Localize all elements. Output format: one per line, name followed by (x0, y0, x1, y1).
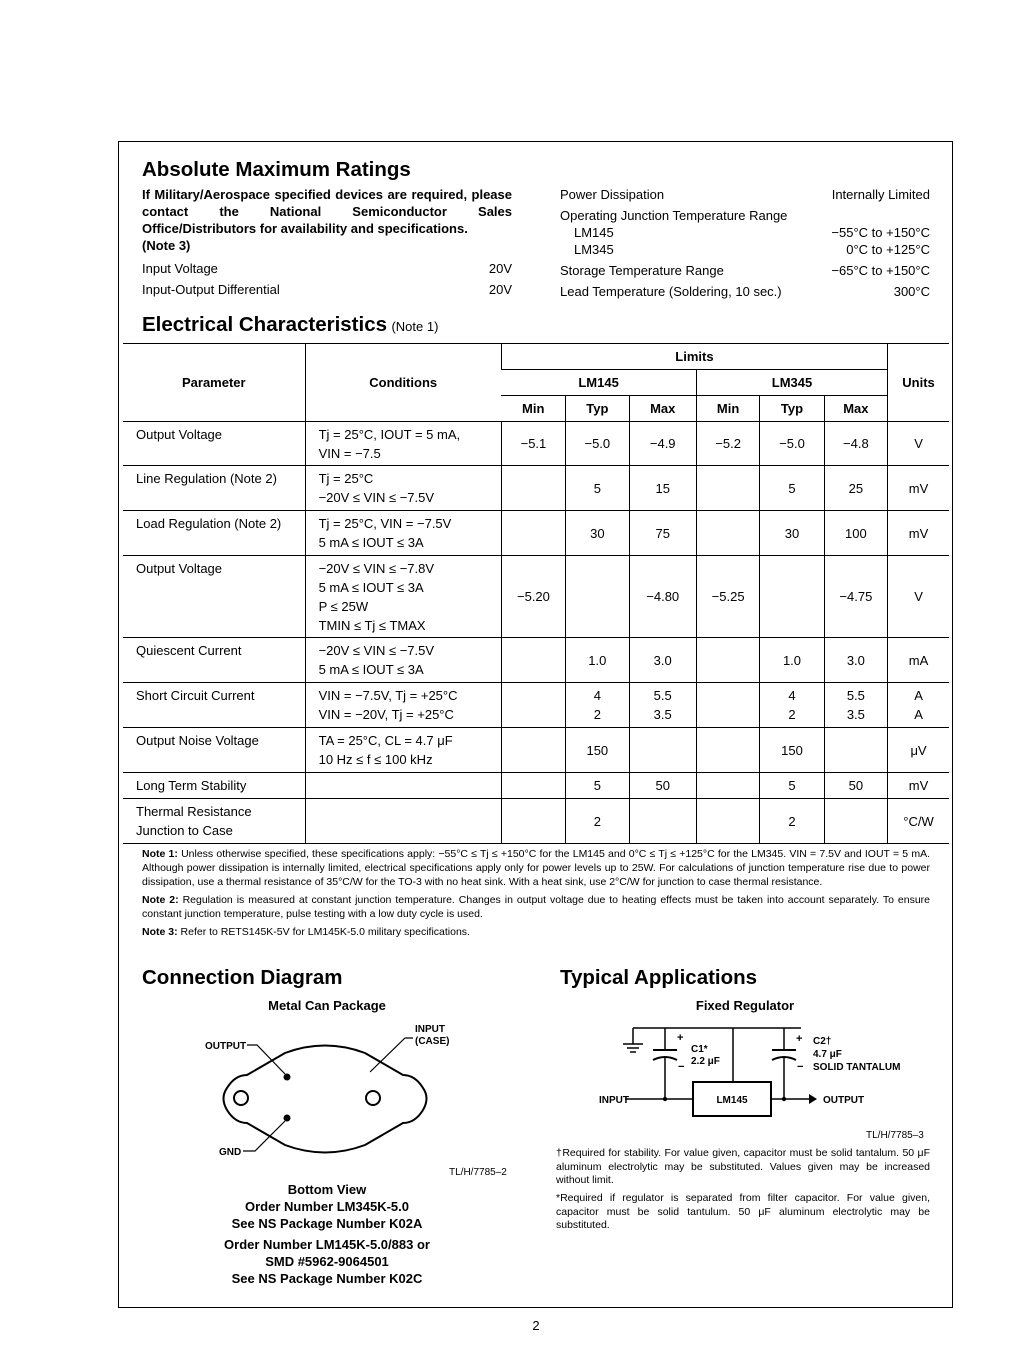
value-cell (501, 638, 565, 683)
abs-left-list (142, 258, 512, 300)
condition-cell (305, 422, 501, 466)
value-cell (696, 728, 759, 773)
note-1-label: Note 1: (142, 848, 178, 860)
value-cell: 5 (566, 773, 629, 799)
condition-line: −20V ≤ VIN ≤ −7.5V (318, 643, 435, 658)
table-row (123, 638, 949, 683)
smd-number: SMD #5962-9064501 (265, 1254, 389, 1269)
value-cell: 50 (629, 773, 696, 799)
elec-table (123, 343, 949, 844)
value-cell (501, 728, 565, 773)
unit-cell: °C/W (888, 799, 949, 844)
value-cell (629, 799, 696, 844)
power-value: Internally Limited (831, 187, 930, 202)
c2-value: 4.7 μF (813, 1049, 842, 1060)
condition-line: 5 mA ≤ IOUT ≤ 3A (318, 535, 424, 550)
value-cell (696, 511, 759, 556)
condition-line: Tj = 25°C (318, 471, 374, 486)
hdr-lm345: LM345 (696, 370, 887, 396)
value-cell (760, 556, 824, 638)
c1-plus: + (677, 1032, 684, 1044)
value-cell: −5.2 (696, 422, 759, 466)
connection-title: Connection Diagram (142, 966, 343, 989)
package-number-1: See NS Package Number K02A (231, 1216, 423, 1231)
abs-right-list (560, 186, 930, 300)
condition-line: Tj = 25°C, VIN = −7.5V (318, 516, 452, 531)
gnd-leader (243, 1121, 285, 1151)
value-cell: 75 (629, 511, 696, 556)
value-cell: 50 (824, 773, 887, 799)
note-3 (142, 925, 930, 939)
note-3-text: Refer to RETS145K-5V for LM145K-5.0 military specifications. (180, 926, 470, 938)
power-row (560, 186, 930, 203)
condition-line: 5 mA ≤ IOUT ≤ 3A (318, 580, 424, 595)
value-cell (566, 556, 629, 638)
value-cell: 2 (566, 799, 629, 844)
table-row (123, 466, 949, 511)
lead-value: 300°C (893, 284, 930, 299)
elec-title: Electrical Characteristics (142, 313, 387, 336)
footnote-star: *Required if regulator is separated from filter capacitor. For value given, capacitor must be solid tantulum. 50 μF aluminum electrolytic may be substituted. (556, 1192, 930, 1231)
tl-ref-3: TL/H/7785–3 (866, 1130, 924, 1141)
value-cell: 150 (566, 728, 629, 773)
value-cell (824, 728, 887, 773)
unit-cell: A A (888, 683, 949, 728)
value-cell (501, 683, 565, 728)
value-cell: 5.5 3.5 (629, 683, 696, 728)
param-cell: Short Circuit Current (123, 683, 305, 728)
condition-line: 10 Hz ≤ f ≤ 100 kHz (318, 752, 433, 767)
value-cell: 4 2 (760, 683, 824, 728)
value-cell (501, 799, 565, 844)
lead-row (560, 283, 930, 300)
condition-line: Tj = 25°C, IOUT = 5 mA, (318, 427, 461, 442)
abs-max-title: Absolute Maximum Ratings (142, 158, 411, 181)
lm345-value: 0°C to +125°C (846, 242, 930, 257)
value-cell: 5 (760, 773, 824, 799)
condition-line: VIN = −7.5 (318, 446, 381, 461)
condition-cell (305, 511, 501, 556)
footnote-dagger: †Required for stability. For value given, capacitor must be solid tantalum. 50 μF aluminum electrolytic may be substituted. Values given may be increased without limit. (556, 1147, 930, 1186)
value-cell: 1.0 (760, 638, 824, 683)
hdr-units: Units (888, 344, 949, 422)
pin-output (284, 1074, 291, 1081)
abs-item-value: 20V (488, 261, 512, 276)
unit-cell: mA (888, 638, 949, 683)
hdr-min: Min (696, 396, 759, 422)
output-leader (247, 1045, 285, 1074)
note-2-text: Regulation is measured at constant junction temperature. Changes in output voltage due to heating effects must be taken into account separately. To ensure constant junction temperature, pulse testing with a low duty cycle is used. (142, 894, 930, 920)
condition-line: TA = 25°C, CL = 4.7 μF (318, 733, 453, 748)
storage-row (560, 262, 930, 279)
value-cell (824, 799, 887, 844)
table-row (123, 773, 949, 799)
lm145-label: LM145 (716, 1095, 748, 1106)
fixed-regulator-schematic (595, 1022, 915, 1127)
value-cell: −5.25 (696, 556, 759, 638)
condition-line: VIN = −20V, Tj = +25°C (318, 707, 454, 722)
value-cell: 5 (566, 466, 629, 511)
value-cell (629, 728, 696, 773)
table-row (123, 511, 949, 556)
package-label: Metal Can Package (268, 998, 386, 1013)
hdr-lm145: LM145 (501, 370, 696, 396)
order-number-2: Order Number LM145K-5.0/883 or (224, 1237, 430, 1252)
condition-line: 5 mA ≤ IOUT ≤ 3A (318, 662, 424, 677)
c1-label: C1* (691, 1044, 708, 1055)
input-leader (370, 1038, 413, 1072)
input-pin-label: INPUT (415, 1024, 445, 1035)
page-number: 2 (532, 1318, 540, 1333)
value-cell: 15 (629, 466, 696, 511)
param-cell: Output Noise Voltage (123, 728, 305, 773)
value-cell: −4.80 (629, 556, 696, 638)
value-cell: 100 (824, 511, 887, 556)
condition-cell (305, 638, 501, 683)
condition-line: TMIN ≤ Tj ≤ TMAX (318, 618, 426, 633)
value-cell: 150 (760, 728, 824, 773)
case-label: (CASE) (415, 1036, 450, 1047)
condition-cell (305, 773, 501, 799)
unit-cell: V (888, 556, 949, 638)
c1-value: 2.2 μF (691, 1056, 720, 1067)
ojt-label: Operating Junction Temperature Range (560, 208, 788, 223)
value-cell: 4 2 (566, 683, 629, 728)
c1-minus: − (678, 1061, 685, 1073)
value-cell: −5.0 (566, 422, 629, 466)
unit-cell: mV (888, 466, 949, 511)
elec-heading (142, 313, 438, 337)
param-cell: Load Regulation (Note 2) (123, 511, 305, 556)
lead-label: Lead Temperature (Soldering, 10 sec.) (560, 284, 782, 299)
value-cell: −4.75 (824, 556, 887, 638)
c2-plus: + (796, 1033, 803, 1045)
c2-minus: − (797, 1061, 804, 1073)
abs-max-intro (142, 186, 512, 254)
value-cell: 1.0 (566, 638, 629, 683)
c2-type: SOLID TANTALUM (813, 1062, 901, 1073)
value-cell: −5.1 (501, 422, 565, 466)
value-cell: −4.9 (629, 422, 696, 466)
note-ref: (Note 3) (142, 238, 191, 253)
table-row (123, 556, 949, 638)
elec-notes (142, 847, 930, 943)
power-label: Power Dissipation (560, 187, 665, 202)
value-cell (501, 466, 565, 511)
hdr-typ: Typ (760, 396, 824, 422)
condition-cell (305, 556, 501, 638)
value-cell (501, 773, 565, 799)
hdr-min: Min (501, 396, 565, 422)
table-row (123, 683, 949, 728)
input-node (663, 1097, 667, 1101)
value-cell: 25 (824, 466, 887, 511)
value-cell: 3.0 (629, 638, 696, 683)
abs-item-label: Input Voltage (142, 261, 218, 276)
value-cell (696, 799, 759, 844)
gnd-pin-label: GND (219, 1147, 242, 1158)
value-cell: 30 (566, 511, 629, 556)
lm145-row (560, 224, 930, 241)
param-cell: Line Regulation (Note 2) (123, 466, 305, 511)
table-row (123, 728, 949, 773)
typical-title: Typical Applications (560, 966, 758, 989)
unit-cell: mV (888, 511, 949, 556)
output-arrow-icon (809, 1094, 817, 1104)
condition-line: VIN = −7.5V, Tj = +25°C (318, 688, 458, 703)
param-cell: Quiescent Current (123, 638, 305, 683)
condition-cell (305, 466, 501, 511)
condition-cell (305, 728, 501, 773)
output-label: OUTPUT (823, 1095, 865, 1106)
package-number-2: See NS Package Number K02C (231, 1271, 423, 1286)
value-cell: 5.5 3.5 (824, 683, 887, 728)
param-cell: Output Voltage (123, 556, 305, 638)
metal-can-diagram (195, 1020, 465, 1160)
hdr-typ: Typ (566, 396, 629, 422)
intro-text: If Military/Aerospace specified devices are required, please contact the National Semiconductor Sales Office/Distributors for availability and specifications. (142, 187, 512, 236)
note-2-label: Note 2: (142, 894, 179, 906)
output-node (782, 1097, 786, 1101)
bottom-view: Bottom View (287, 1182, 367, 1197)
table-row (123, 799, 949, 844)
c2-label: C2† (813, 1036, 832, 1047)
abs-item (142, 258, 512, 279)
note-3-label: Note 3: (142, 926, 178, 938)
tl-ref-2: TL/H/7785–2 (449, 1167, 507, 1178)
condition-line: P ≤ 25W (318, 599, 369, 614)
fixed-regulator-label: Fixed Regulator (695, 998, 795, 1013)
param-cell: Long Term Stability (123, 773, 305, 799)
value-cell: 3.0 (824, 638, 887, 683)
unit-cell: mV (888, 773, 949, 799)
table-row (123, 422, 949, 466)
lm145-value: −55°C to +150°C (831, 225, 930, 240)
abs-item (142, 279, 512, 300)
can-outline (224, 1046, 427, 1153)
condition-cell (305, 683, 501, 728)
storage-label: Storage Temperature Range (560, 263, 724, 278)
output-pin-label: OUTPUT (205, 1041, 247, 1052)
param-cell: Output Voltage (123, 422, 305, 466)
unit-cell: μV (888, 728, 949, 773)
note-2 (142, 893, 930, 921)
hdr-conditions: Conditions (305, 344, 501, 422)
condition-line: −20V ≤ VIN ≤ −7.8V (318, 561, 435, 576)
pin-gnd (284, 1115, 291, 1122)
value-cell (696, 466, 759, 511)
value-cell (696, 683, 759, 728)
hdr-limits: Limits (501, 344, 887, 370)
order-number-1: Order Number LM345K-5.0 (245, 1199, 409, 1214)
value-cell: 30 (760, 511, 824, 556)
value-cell: −5.20 (501, 556, 565, 638)
hdr-max: Max (824, 396, 887, 422)
mount-hole-right (366, 1091, 380, 1105)
mount-hole-left (234, 1091, 248, 1105)
unit-cell: V (888, 422, 949, 466)
note-1 (142, 847, 930, 889)
value-cell: 2 (760, 799, 824, 844)
value-cell: 5 (760, 466, 824, 511)
elec-note: (Note 1) (391, 319, 439, 334)
condition-cell (305, 799, 501, 844)
value-cell: −5.0 (760, 422, 824, 466)
note-1-text: Unless otherwise specified, these specifications apply: −55°C ≤ Tj ≤ +150°C for the LM145 and 0°C ≤ Tj ≤ +125°C for the LM345. VIN = 7.5V and IOUT = 5 mA. Although power dissipation is internally limited, electrical specifications apply only for power levels up to 25W. For calculations of junction temperature rise due to power dissipation, use a thermal resistance of 35°C/W for the TO-3 with no heat sink. With a heat sink, use 2°C/W for junction to case thermal resistance. (142, 848, 930, 888)
lm145-label: LM145 (574, 225, 614, 240)
value-cell (696, 773, 759, 799)
lm345-row (560, 241, 930, 258)
value-cell (696, 638, 759, 683)
order-info (142, 1181, 512, 1287)
hdr-parameter: Parameter (123, 344, 305, 422)
storage-value: −65°C to +150°C (831, 263, 930, 278)
value-cell (501, 511, 565, 556)
abs-item-label: Input-Output Differential (142, 282, 280, 297)
abs-item-value: 20V (488, 282, 512, 297)
input-label: INPUT (599, 1095, 629, 1106)
value-cell: −4.8 (824, 422, 887, 466)
lm345-label: LM345 (574, 242, 614, 257)
condition-line: −20V ≤ VIN ≤ −7.5V (318, 490, 435, 505)
param-cell: Thermal Resistance Junction to Case (123, 799, 305, 844)
hdr-max: Max (629, 396, 696, 422)
